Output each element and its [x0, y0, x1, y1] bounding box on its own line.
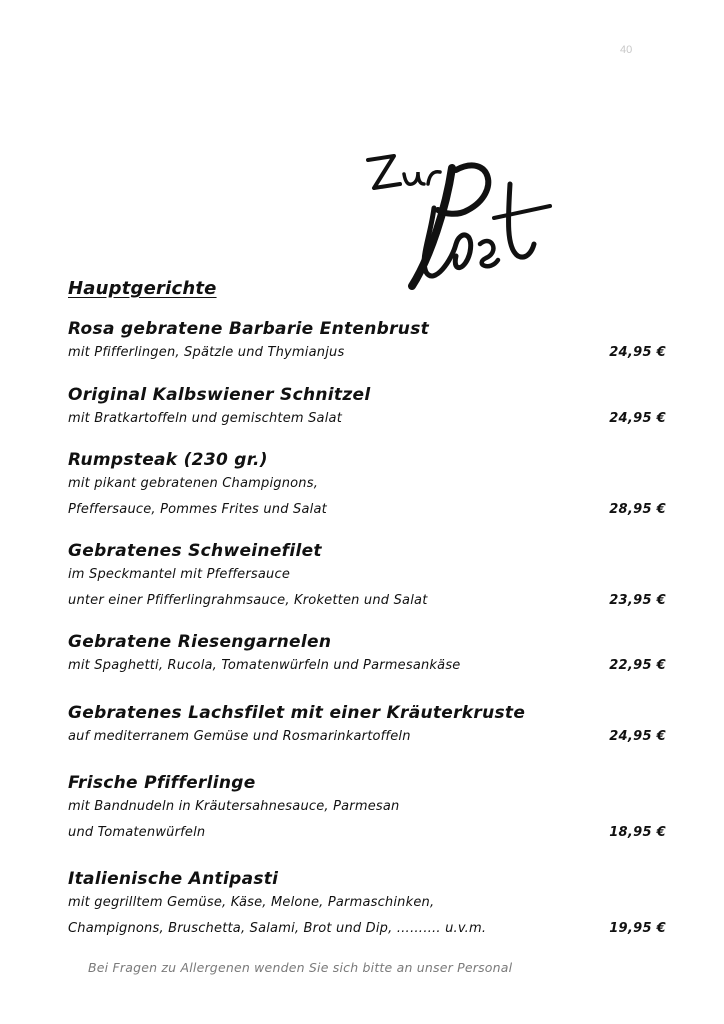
dish-description: [68, 471, 668, 497]
description-text: mit pikant gebratenen Champignons,: [68, 476, 319, 491]
dish-price: 24,95 €: [609, 345, 666, 360]
description-text: unter einer Pfifferlingrahmsauce, Kroketten und Salat: [68, 593, 428, 608]
menu-item: [68, 772, 668, 846]
section-title: Hauptgerichte: [68, 278, 217, 299]
description-text: auf mediterranem Gemüse und Rosmarinkartoffeln: [68, 729, 411, 744]
dish-name: Gebratene Riesengarnelen: [68, 632, 332, 652]
dish-name: Gebratenes Schweinefilet: [68, 541, 322, 561]
menu-item: [68, 631, 668, 679]
dish-name: Frische Pfifferlinge: [68, 773, 256, 793]
dish-description: [68, 562, 668, 588]
page-number: 40: [620, 44, 633, 56]
menu-item: [68, 540, 668, 614]
dish-price: 24,95 €: [609, 411, 666, 426]
dish-name: Original Kalbswiener Schnitzel: [68, 385, 371, 405]
menu-item: [68, 384, 668, 432]
dish-price: 28,95 €: [609, 502, 666, 517]
dish-description: [68, 653, 668, 679]
dish-name: Rumpsteak (230 gr.): [68, 450, 268, 470]
description-text: mit Spaghetti, Rucola, Tomatenwürfeln und Parmesankäse: [68, 658, 461, 673]
description-text: mit Bandnudeln in Kräutersahnesauce, Parmesan: [68, 799, 400, 814]
dish-description: [68, 890, 668, 916]
description-text: und Tomatenwürfeln: [68, 825, 206, 840]
dish-description: [68, 588, 668, 614]
dish-name: Gebratenes Lachsfilet mit einer Kräuterkruste: [68, 703, 526, 723]
dish-price: 24,95 €: [609, 729, 666, 744]
description-text: im Speckmantel mit Pfeffersauce: [68, 567, 291, 582]
dish-description: [68, 724, 668, 750]
menu-item: [68, 702, 668, 750]
dish-price: 23,95 €: [609, 593, 666, 608]
description-text: Pfeffersauce, Pommes Frites und Salat: [68, 502, 327, 517]
logo-script-icon: [360, 148, 560, 298]
dish-description: [68, 820, 668, 846]
description-text: mit Pfifferlingen, Spätzle und Thymianjus: [68, 345, 345, 360]
description-text: mit gegrilltem Gemüse, Käse, Melone, Parmaschinken,: [68, 895, 435, 910]
dish-name: Rosa gebratene Barbarie Entenbrust: [68, 319, 430, 339]
dish-price: 18,95 €: [609, 825, 666, 840]
menu-item: [68, 318, 668, 366]
dish-description: [68, 340, 668, 366]
dish-name: Italienische Antipasti: [68, 869, 279, 889]
description-text: mit Bratkartoffeln und gemischtem Salat: [68, 411, 342, 426]
menu-item: [68, 449, 668, 523]
dish-description: [68, 497, 668, 523]
dish-description: [68, 794, 668, 820]
menu-item: [68, 868, 668, 942]
dish-description: [68, 916, 668, 942]
dish-description: [68, 406, 668, 432]
description-text: Champignons, Bruschetta, Salami, Brot und Dip, ………. u.v.m.: [68, 921, 487, 936]
dish-price: 22,95 €: [609, 658, 666, 673]
zur-post-logo: [360, 148, 560, 298]
dish-price: 19,95 €: [609, 921, 666, 936]
allergen-note: Bei Fragen zu Allergenen wenden Sie sich bitte an unser Personal: [88, 960, 513, 975]
